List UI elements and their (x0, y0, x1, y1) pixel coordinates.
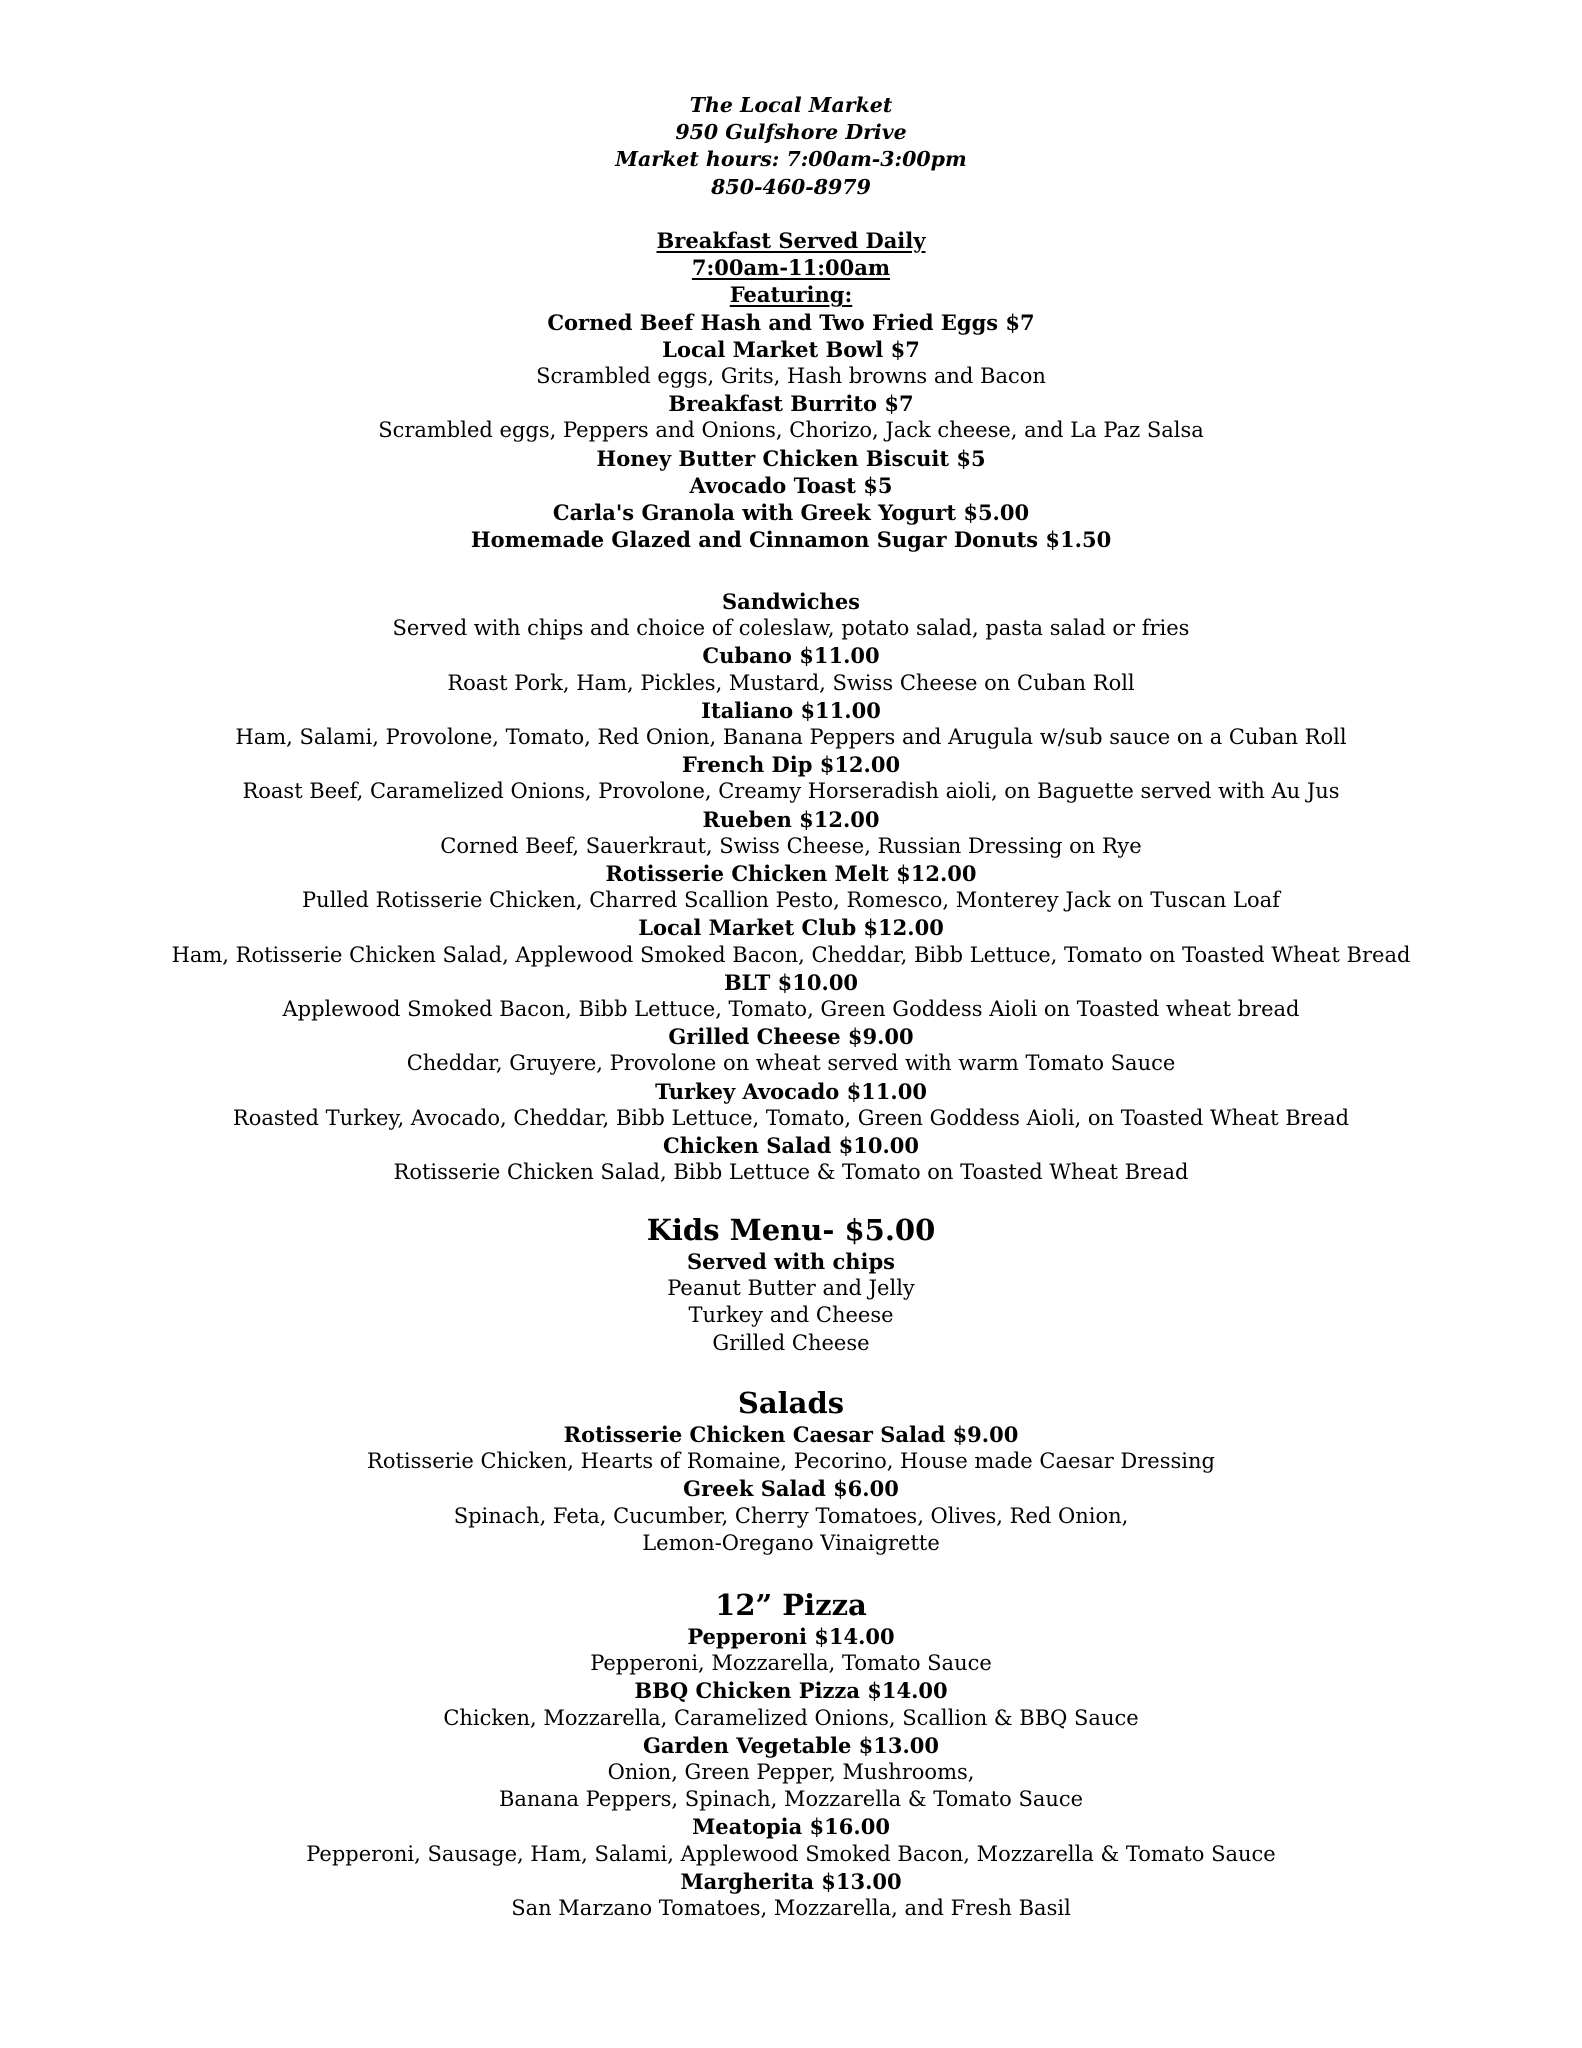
menu-item-name: Meatopia $16.00 (692, 1814, 890, 1840)
menu-item-name: Local Market Bowl $7 (662, 336, 920, 362)
menu-item-name: Garden Vegetable $13.00 (642, 1732, 939, 1758)
menu-item-name: Homemade Glazed and Cinnamon Sugar Donuts $1.50 (470, 527, 1112, 553)
pizza-list (0, 1623, 1582, 1922)
menu-item-description: Chicken, Mozzarella, Caramelized Onions, Scallion & BBQ Sauce (443, 1705, 1139, 1730)
breakfast-featuring: Featuring: (729, 282, 853, 308)
menu-item-name: French Dip $12.00 (681, 752, 901, 778)
menu-item-description: Ham, Salami, Provolone, Tomato, Red Onion, Banana Peppers and Arugula w/sub sauce on a Cuban Roll (235, 725, 1347, 750)
menu-item-description: Pepperoni, Mozzarella, Tomato Sauce (590, 1651, 992, 1676)
market-phone: 850-460-8979 (711, 174, 871, 199)
kids-section (0, 1212, 1582, 1357)
menu-item-name: Turkey and Cheese (688, 1303, 894, 1328)
menu-item-description: Roast Pork, Ham, Pickles, Mustard, Swiss Cheese on Cuban Roll (447, 670, 1135, 695)
salads-section (0, 1385, 1582, 1557)
breakfast-section (0, 227, 1582, 553)
menu-item-name: Rotisserie Chicken Caesar Salad $9.00 (563, 1422, 1019, 1447)
market-hours: Market hours: 7:00am-3:00pm (615, 147, 967, 172)
menu-item-name: Corned Beef Hash and Two Fried Eggs $7 (547, 309, 1035, 335)
sandwiches-list (0, 642, 1582, 1186)
kids-subtitle: Served with chips (686, 1249, 896, 1274)
market-name: The Local Market (689, 93, 893, 117)
menu-item-description: Onion, Green Pepper, Mushrooms, (607, 1760, 975, 1785)
menu-item-description: Ham, Rotisserie Chicken Salad, Applewood Smoked Bacon, Cheddar, Bibb Lettuce, Tomato on Toasted Wheat Bread (171, 942, 1411, 967)
salads-title: Salads (737, 1386, 845, 1420)
sandwiches-title: Sandwiches (721, 589, 861, 614)
menu-item-name: Cubano $11.00 (702, 643, 880, 669)
menu-item-name: Rotisserie Chicken Melt $12.00 (605, 861, 977, 887)
menu-item-name: Rueben $12.00 (702, 806, 880, 832)
menu-item-description: Pepperoni, Sausage, Ham, Salami, Applewood Smoked Bacon, Mozzarella & Tomato Sauce (306, 1841, 1276, 1866)
menu-item-description: Scrambled eggs, Grits, Hash browns and Bacon (536, 364, 1046, 389)
menu-item-name: Grilled Cheese (712, 1330, 870, 1355)
salads-list (0, 1421, 1582, 1557)
menu-item-description: Applewood Smoked Bacon, Bibb Lettuce, Tomato, Green Goddess Aioli on Toasted wheat bread (282, 997, 1300, 1022)
menu-item-name: Italiano $11.00 (701, 697, 881, 723)
menu-item-description: Roast Beef, Caramelized Onions, Provolone, Creamy Horseradish aioli, on Baguette served with Au Jus (242, 779, 1340, 804)
menu-item-description: Roasted Turkey, Avocado, Cheddar, Bibb Lettuce, Tomato, Green Goddess Aioli, on Toasted Wheat Bread (232, 1105, 1350, 1130)
menu-item-description: San Marzano Tomatoes, Mozzarella, and Fresh Basil (511, 1896, 1071, 1921)
menu-item-name: Grilled Cheese $9.00 (668, 1024, 914, 1050)
menu-item-name: Chicken Salad $10.00 (663, 1133, 919, 1159)
menu-item-description: Rotisserie Chicken Salad, Bibb Lettuce & Tomato on Toasted Wheat Bread (393, 1160, 1189, 1185)
menu-item-name: Honey Butter Chicken Biscuit $5 (596, 445, 986, 471)
menu-item-name: Turkey Avocado $11.00 (655, 1078, 927, 1104)
menu-item-name: Local Market Club $12.00 (638, 915, 944, 941)
menu-item-name: Carla's Granola with Greek Yogurt $5.00 (552, 500, 1030, 526)
menu-item-description: Lemon-Oregano Vinaigrette (642, 1530, 940, 1555)
menu-item-name: Avocado Toast $5 (689, 472, 893, 498)
menu-item-description: Spinach, Feta, Cucumber, Cherry Tomatoes, Olives, Red Onion, (453, 1503, 1129, 1528)
menu-item-name: Breakfast Burrito $7 (668, 391, 914, 417)
menu-item-name: BLT $10.00 (723, 969, 859, 995)
menu-item-description: Scrambled eggs, Peppers and Onions, Chorizo, Jack cheese, and La Paz Salsa (378, 418, 1204, 443)
market-address: 950 Gulfshore Drive (675, 120, 907, 145)
menu-item-name: Pepperoni $14.00 (687, 1624, 895, 1649)
menu-item-name: Margherita $13.00 (680, 1868, 902, 1894)
menu-item-name: Peanut Butter and Jelly (667, 1276, 915, 1301)
menu-item-description: Banana Peppers, Spinach, Mozzarella & Tomato Sauce (498, 1787, 1084, 1812)
sandwiches-section (0, 588, 1582, 1186)
sandwiches-subtitle: Served with chips and choice of coleslaw, potato salad, pasta salad or fries (392, 616, 1190, 641)
pizza-title: 12” Pizza (715, 1588, 867, 1622)
breakfast-time: 7:00am-11:00am (691, 255, 891, 281)
kids-list (0, 1275, 1582, 1357)
menu-item-description: Corned Beef, Sauerkraut, Swiss Cheese, Russian Dressing on Rye (440, 833, 1142, 858)
market-header (0, 92, 1582, 201)
breakfast-title: Breakfast Served Daily (656, 228, 926, 253)
menu-item-description: Pulled Rotisserie Chicken, Charred Scallion Pesto, Romesco, Monterey Jack on Tuscan Loaf (302, 888, 1280, 913)
menu-item-description: Rotisserie Chicken, Hearts of Romaine, Pecorino, House made Caesar Dressing (367, 1449, 1215, 1474)
menu-item-name: BBQ Chicken Pizza $14.00 (634, 1678, 948, 1704)
menu-item-name: Greek Salad $6.00 (683, 1476, 899, 1502)
breakfast-list (0, 309, 1582, 554)
menu-item-description: Cheddar, Gruyere, Provolone on wheat served with warm Tomato Sauce (406, 1051, 1176, 1076)
kids-title: Kids Menu- $5.00 (646, 1213, 936, 1247)
pizza-section (0, 1587, 1582, 1922)
